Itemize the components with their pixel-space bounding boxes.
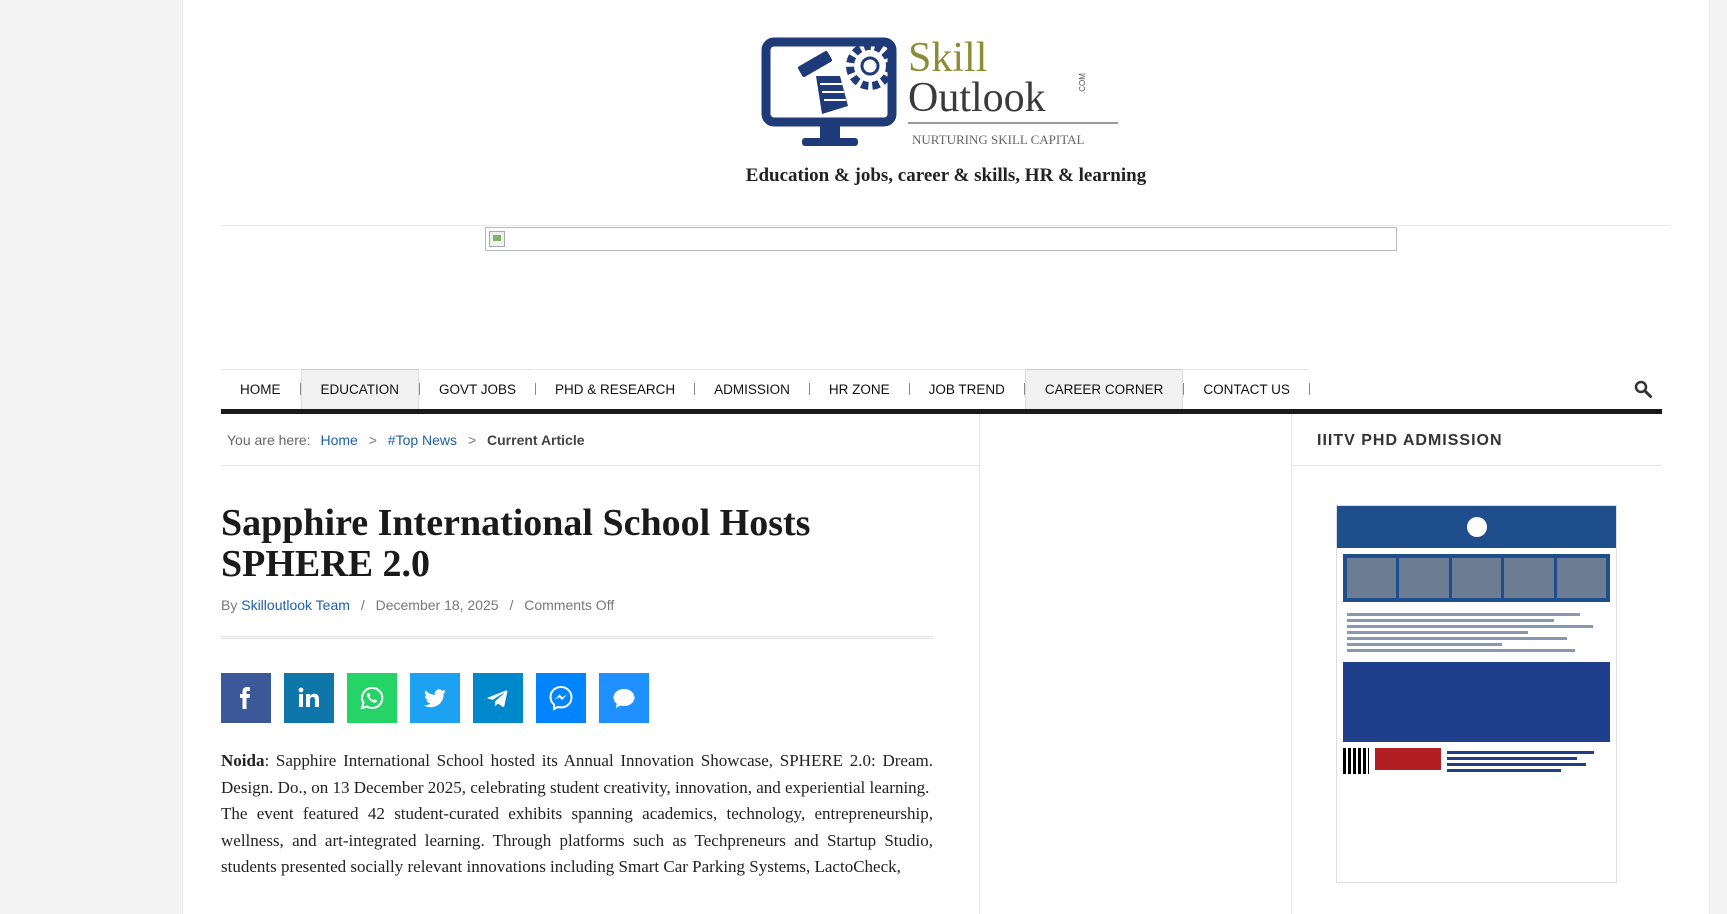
comments-status: Comments Off bbox=[524, 597, 615, 613]
header-divider bbox=[221, 225, 1671, 226]
article-title: Sapphire International School Hosts SPHERE 2.0 bbox=[221, 502, 811, 585]
logo-word-outlook: Outlook bbox=[908, 75, 1046, 121]
share-twitter-button[interactable] bbox=[410, 673, 460, 723]
breadcrumb-divider bbox=[221, 465, 979, 466]
breadcrumb-separator: > bbox=[467, 432, 477, 448]
logo-word-skill: Skill bbox=[908, 35, 988, 81]
breadcrumb-separator: > bbox=[368, 432, 377, 448]
facebook-icon bbox=[233, 685, 259, 711]
breadcrumb-prefix: You are here: bbox=[227, 432, 311, 448]
poster-deadline-badge bbox=[1375, 748, 1441, 770]
article-body bbox=[221, 748, 933, 881]
sidebar-widget-title: IIITV PHD ADMISSION bbox=[1317, 432, 1503, 449]
byline-prefix: By bbox=[221, 597, 238, 613]
telegram-icon bbox=[485, 685, 511, 711]
share-linkedin-button[interactable] bbox=[284, 673, 334, 723]
article-paragraph: The event featured 42 student-curated exhibits spanning academics, technology, entrepreneurship, wellness, and art-integrated learning. Through platforms such as Techpreneurs and Startup Studio, students presented socially relevant innovations including Smart Car Parking Systems, LactoCheck, bbox=[221, 804, 933, 876]
nav-item-admission[interactable]: ADMISSION bbox=[695, 369, 809, 409]
share-buttons bbox=[221, 673, 649, 723]
nav-item-career-corner[interactable]: CAREER CORNER bbox=[1025, 369, 1184, 409]
nav-underline-bar bbox=[221, 409, 1662, 414]
messenger-icon bbox=[548, 685, 574, 711]
article-paragraph-text: : Sapphire International School hosted its Annual Innovation Showcase, SPHERE 2.0: Dream. Design. Do., on 13 December 2025, celebrating student creativity, innovation, and experiential learning. bbox=[221, 751, 933, 797]
poster-qualification-block bbox=[1343, 662, 1610, 742]
author-link[interactable]: Skilloutlook Team bbox=[241, 597, 350, 613]
whatsapp-icon bbox=[359, 685, 385, 711]
poster-dates-lines bbox=[1447, 748, 1610, 775]
search-icon[interactable] bbox=[1634, 380, 1652, 398]
site-logo[interactable] bbox=[758, 36, 1138, 156]
logo-suffix: .COM bbox=[1078, 73, 1087, 94]
qr-code-icon bbox=[1343, 748, 1369, 774]
poster-photo-strip bbox=[1343, 554, 1610, 602]
share-whatsapp-button[interactable] bbox=[347, 673, 397, 723]
share-messenger-button[interactable] bbox=[536, 673, 586, 723]
twitter-icon bbox=[422, 685, 448, 711]
poster-text-lines bbox=[1337, 607, 1616, 658]
page-container bbox=[182, 0, 1710, 914]
phd-admission-poster[interactable] bbox=[1336, 505, 1617, 883]
nav-item-job-trend[interactable]: JOB TREND bbox=[910, 369, 1024, 409]
institute-logo-icon bbox=[1467, 517, 1487, 537]
meta-separator: / bbox=[509, 597, 514, 613]
main-nav bbox=[221, 369, 1662, 411]
article-meta bbox=[221, 597, 614, 613]
breadcrumb-current: Current Article bbox=[487, 432, 585, 448]
logo-slogan: NURTURING SKILL CAPITAL bbox=[912, 132, 1085, 147]
site-tagline: Education & jobs, career & skills, HR & learning bbox=[745, 165, 1147, 186]
column-divider bbox=[1291, 414, 1292, 914]
breadcrumb-home-link[interactable]: Home bbox=[320, 432, 358, 448]
share-sms-button[interactable] bbox=[599, 673, 649, 723]
nav-item-contact-us[interactable]: CONTACT US bbox=[1184, 369, 1309, 409]
nav-item-education[interactable]: EDUCATION bbox=[301, 369, 420, 409]
article-date: December 18, 2025 bbox=[375, 597, 499, 613]
share-telegram-button[interactable] bbox=[473, 673, 523, 723]
banner-ad[interactable] bbox=[485, 227, 1397, 251]
column-divider bbox=[979, 414, 980, 914]
sms-icon bbox=[611, 685, 637, 711]
meta-divider bbox=[221, 636, 933, 639]
poster-header bbox=[1337, 506, 1616, 548]
nav-item-hr-zone[interactable]: HR ZONE bbox=[810, 369, 909, 409]
nav-item-phd-research[interactable]: PHD & RESEARCH bbox=[536, 369, 694, 409]
article-dateline: Noida bbox=[221, 751, 265, 770]
meta-separator: / bbox=[360, 597, 365, 613]
linkedin-icon bbox=[296, 685, 322, 711]
article-paragraph bbox=[221, 748, 933, 801]
nav-separator bbox=[1309, 383, 1310, 395]
share-facebook-button[interactable] bbox=[221, 673, 271, 723]
nav-item-home[interactable]: HOME bbox=[221, 369, 300, 409]
nav-item-govt-jobs[interactable]: GOVT JOBS bbox=[420, 369, 535, 409]
sidebar-divider bbox=[1291, 465, 1662, 466]
logo-rule bbox=[908, 122, 1118, 124]
breadcrumb-category-link[interactable]: #Top News bbox=[387, 432, 458, 448]
nav-items bbox=[221, 369, 1310, 409]
broken-image-icon bbox=[489, 231, 505, 247]
breadcrumb bbox=[227, 432, 585, 448]
poster-footer bbox=[1337, 742, 1616, 781]
